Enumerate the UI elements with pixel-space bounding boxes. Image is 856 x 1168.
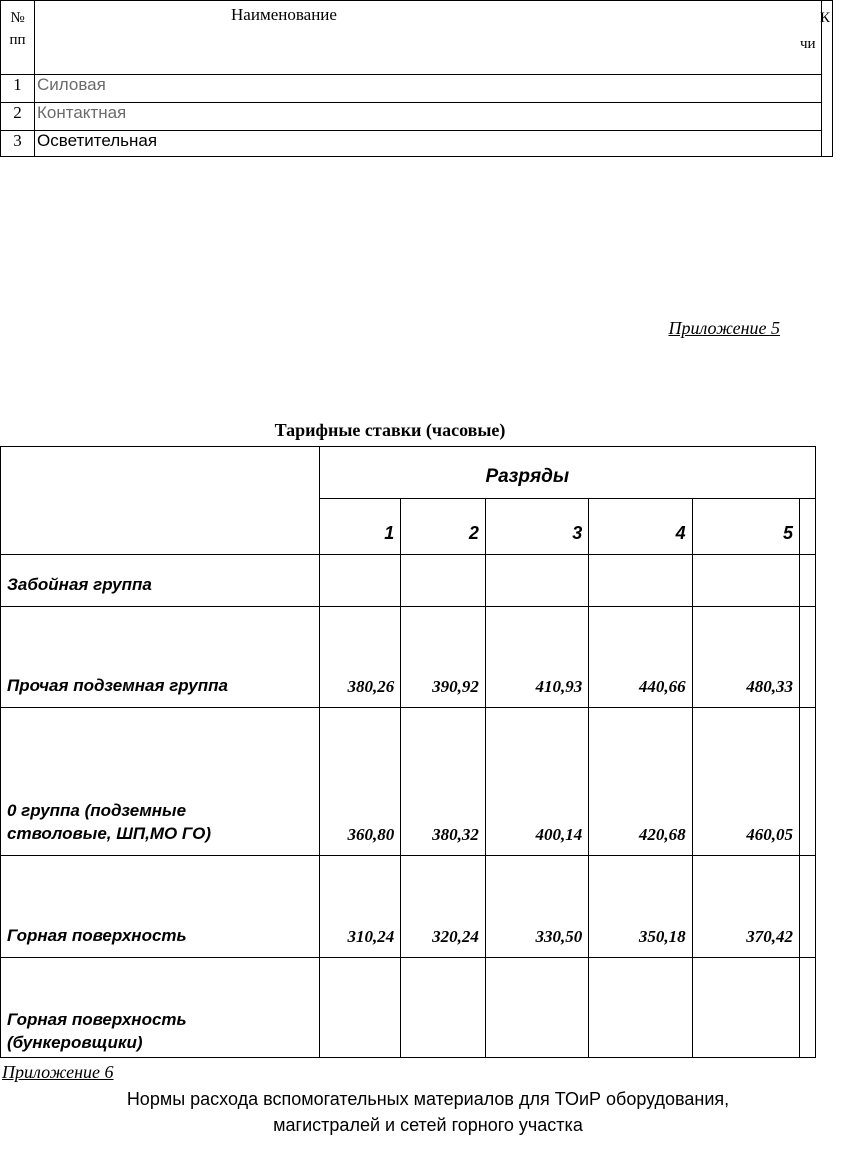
- tariff-value: 400,14: [485, 708, 588, 856]
- tariff-value: 360,80: [319, 708, 401, 856]
- tariff-header-row: [1, 447, 816, 499]
- rank-cell-cut: [800, 499, 816, 555]
- top-header-name-cell: [35, 1, 822, 75]
- top-header-num-cell: [1, 1, 35, 75]
- rank-cell: 3: [485, 499, 588, 555]
- tariff-value-cut: [800, 607, 816, 708]
- tariff-value: 350,18: [589, 856, 692, 958]
- tariff-table: [0, 446, 816, 1058]
- tariff-value: 480,33: [692, 607, 799, 708]
- top-row-num: 1: [1, 75, 35, 103]
- tariff-value: [692, 555, 799, 607]
- tariff-value: [401, 958, 486, 1058]
- top-table-row: [1, 131, 833, 157]
- tariff-value: [319, 555, 401, 607]
- top-header-cut-cell: [800, 1, 833, 157]
- tariff-value: [485, 958, 588, 1058]
- tariff-group-label: Прочая подземная группа: [1, 607, 320, 708]
- tariff-group-label: [1, 708, 320, 856]
- tariff-group-label: Забойная группа: [1, 555, 320, 607]
- tariff-value: [401, 555, 486, 607]
- tariff-header-corner-bottom: [1, 499, 320, 555]
- norms-title-line1: Нормы расхода вспомогательных материалов для ТОиР оборудования,: [126, 1089, 730, 1109]
- tariff-ranks-row: [1, 499, 816, 555]
- rank-cell: 2: [401, 499, 486, 555]
- tariff-value: 420,68: [589, 708, 692, 856]
- tariff-value: 330,50: [485, 856, 588, 958]
- tariff-value-cut: [800, 856, 816, 958]
- tariff-header-ranks-title: [319, 447, 815, 499]
- tariff-value: 380,32: [401, 708, 486, 856]
- rank-cell: 5: [692, 499, 799, 555]
- tariff-value: 380,26: [319, 607, 401, 708]
- tariff-row: [1, 856, 816, 958]
- tariff-group-line1: 0 группа (подземные: [7, 801, 187, 820]
- tariff-title: Тарифные ставки (часовые): [274, 420, 506, 440]
- tariff-value: [589, 555, 692, 607]
- tariff-value: [589, 958, 692, 1058]
- tariff-value-cut: [800, 555, 816, 607]
- top-table: [0, 0, 833, 157]
- rank-cell: 1: [319, 499, 401, 555]
- top-row-name: Осветительная: [35, 131, 822, 157]
- tariff-value-cut: [800, 708, 816, 856]
- top-table-row: [1, 75, 833, 103]
- tariff-value: [485, 555, 588, 607]
- tariff-value-cut: [800, 958, 816, 1058]
- tariff-value: 370,42: [692, 856, 799, 958]
- rank-cell: 4: [589, 499, 692, 555]
- tariff-row: [1, 555, 816, 607]
- top-row-num: 3: [1, 131, 35, 157]
- appendix5-label: Приложение 5: [668, 318, 780, 338]
- tariff-row: [1, 708, 816, 856]
- top-header-cut-line1: К: [820, 10, 831, 26]
- norms-title-line2: магистралей и сетей горного участка: [273, 1115, 583, 1135]
- tariff-group-label: [1, 958, 320, 1058]
- tariff-value: 460,05: [692, 708, 799, 856]
- top-row-name: Контактная: [35, 103, 822, 131]
- tariff-value: 410,93: [485, 607, 588, 708]
- tariff-value: 440,66: [589, 607, 692, 708]
- top-table-row: [1, 103, 833, 131]
- tariff-value: [692, 958, 799, 1058]
- tariff-group-line1: Горная поверхность: [7, 1010, 187, 1029]
- top-header-name: Наименование: [231, 5, 337, 24]
- tariff-value: [319, 958, 401, 1058]
- norms-title: [0, 1086, 856, 1138]
- tariff-row: [1, 958, 816, 1058]
- tariff-row: [1, 607, 816, 708]
- top-table-header-row: [1, 1, 833, 75]
- appendix6-label: Приложение 6: [2, 1062, 114, 1082]
- tariff-value: 390,92: [401, 607, 486, 708]
- top-row-num: 2: [1, 103, 35, 131]
- tariff-value: 320,24: [401, 856, 486, 958]
- tariff-group-line2: (бункеровщики): [7, 1033, 143, 1052]
- top-header-num-line2: пп: [9, 32, 26, 48]
- top-header-cut-line2: чи: [800, 36, 816, 52]
- tariff-header-corner: [1, 447, 320, 499]
- top-row-name: Силовая: [35, 75, 822, 103]
- ranks-title: Разряды: [485, 466, 570, 487]
- tariff-value: 310,24: [319, 856, 401, 958]
- top-header-num-line1: №: [10, 10, 25, 26]
- tariff-group-line2: стволовые, ШП,МО ГО): [7, 824, 212, 843]
- tariff-group-label: Горная поверхность: [1, 856, 320, 958]
